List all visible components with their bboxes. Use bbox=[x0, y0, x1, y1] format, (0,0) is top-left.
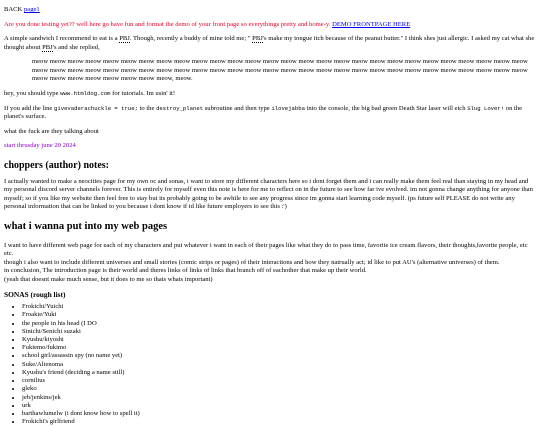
webpages-heading: what i wanna put into my web pages bbox=[4, 221, 168, 232]
list-item: • Frokichi/Yuichi bbox=[22, 303, 536, 311]
vader-text-3: subroutine and then type bbox=[203, 104, 272, 112]
sandwich-text-1: A simple sandwich I recommend to eat is a bbox=[4, 35, 120, 43]
sonas-heading: SONAS (rough list) bbox=[4, 290, 66, 300]
vader-code-3: ilovejabba bbox=[271, 104, 305, 112]
list-item: • urk bbox=[22, 402, 536, 410]
list-item: • Kyushu's friend (deciding a name still) bbox=[22, 369, 536, 377]
choppers-heading: choppers (author) notes: bbox=[4, 159, 109, 171]
back-text: BACK bbox=[4, 6, 23, 13]
sonas-list bbox=[4, 303, 536, 427]
list-item: • Fukiemo/fukimo bbox=[22, 344, 536, 352]
list-item: • Kyushu/kiyoshi bbox=[22, 336, 536, 344]
webpages-line-2: though i also want to include different universes and small stories (comic strips or pages) of their interactions and how they natrually act; id like to put AU's (alternative universes) of them. bbox=[4, 258, 500, 266]
vader-text-1: If you add the line bbox=[4, 104, 54, 112]
list-item: • the people in his head (I DO bbox=[22, 320, 536, 328]
page1-link[interactable]: page1 bbox=[23, 6, 40, 13]
list-item: • Froakie/Yuki bbox=[22, 311, 536, 319]
sandwich-text-4: 's and she replied, bbox=[52, 43, 100, 51]
intro-line bbox=[4, 21, 536, 30]
pbj-abbr-3[interactable]: PBJ bbox=[42, 43, 53, 51]
list-item: • Suke/Alienoma bbox=[22, 361, 536, 369]
pbj-abbr-2[interactable]: PBJ bbox=[252, 35, 263, 43]
webpages-line-1: I want to have different web page for each of my characters and put whatever i want in each of their pages like what they do to pass time, favorite ice cream flavors, their thoughts,favorite people, etc etc. bbox=[4, 241, 528, 258]
list-item: • gleko bbox=[22, 385, 536, 393]
webpages-line-3: in conclusion, The introduction page is their world and theres links of links of links that branch off of eachother that make up their world. bbox=[4, 267, 367, 275]
htmldog-code: www.htmldog.com bbox=[60, 89, 111, 97]
htmldog-text-1: hey, you should type bbox=[4, 89, 61, 97]
sandwich-text-3: 's make my tongue itch because of the peanut butter." I think shes just allergic. I asked my cat what she thought about bbox=[4, 35, 535, 51]
demo-frontpage-link[interactable]: DEMO FRONTPAGE HERE bbox=[332, 20, 411, 28]
choppers-body: I actually wanted to make a neocities page for my own oc and sonas, i want to store my different characters here so i dont forget them and i can really make them feel real than staying in my head and my personal discord server channels forever. This is entirely for myself even this note is here for me to reflect on in the future to see how far ive evolved. im not gonna change anything for anyone than myself; so if you like my website then feel free to stay but its probably going to be awhile to see any progress since im gonna start learning code myself. (ps future self PLEASE do not write any personal information that can be linked to you because i dont know if id like future employers to see this :') bbox=[4, 177, 533, 211]
nav-line bbox=[4, 6, 536, 15]
vader-code-4: Slug Lover! bbox=[467, 104, 505, 112]
list-item: • Frokichi's girlfriend bbox=[22, 418, 536, 426]
htmldog-line bbox=[4, 90, 536, 99]
vader-text-5: on the planet's surface. bbox=[4, 104, 523, 121]
vader-code-1: givevaderachuckle = true; bbox=[54, 104, 138, 112]
meow-blockquote: meow meow meow meow meow meow meow meow meow meow meow meow meow meow meow meow meow meow meow meow meow meow meow meow meow meow meow meow meow meow meow meow meow meow meow meow meow meow meow meow meow meow meow meow meow meow meow meow meow meow meow meow meow meow meow meow meow meow meow meow meow meow meow meow, meow. bbox=[32, 58, 528, 83]
wtf-line: what the fuck are they talking about bbox=[4, 127, 99, 135]
webpages-body bbox=[4, 242, 536, 285]
vader-paragraph bbox=[4, 105, 536, 122]
vader-text-2: to the bbox=[137, 104, 157, 112]
list-item: • cornilius bbox=[22, 377, 536, 385]
webpages-line-4: (yeah that doesnt make much sense, but it does to me so thats whats important) bbox=[4, 275, 213, 283]
sandwich-paragraph bbox=[4, 35, 536, 52]
list-item: • school girl/assassin spy (no name yet) bbox=[22, 352, 536, 360]
sandwich-text-2: . Though, recently a buddy of mine told me; " bbox=[129, 35, 253, 43]
vader-code-2: destroy_planet bbox=[156, 104, 204, 112]
list-item: • barthawlumelw (i dont know how to spell it) bbox=[22, 410, 536, 418]
list-item: • Sinichi/Senichi suzaki bbox=[22, 328, 536, 336]
start-date-line: start thrusday june 20 2024 bbox=[4, 142, 76, 150]
pbj-abbr-1[interactable]: PBJ bbox=[119, 35, 130, 43]
vader-text-4: into the console, the big bad green Death Star laser will etch bbox=[304, 104, 468, 112]
htmldog-text-2: for tutorials. Im usin' it! bbox=[110, 89, 176, 97]
intro-text: Are you done testing yet?? well here go have fun and format the demo of your front page so everythings pretty and home-y. bbox=[4, 20, 331, 28]
list-item: • jeb/jenkins/jek bbox=[22, 394, 536, 402]
